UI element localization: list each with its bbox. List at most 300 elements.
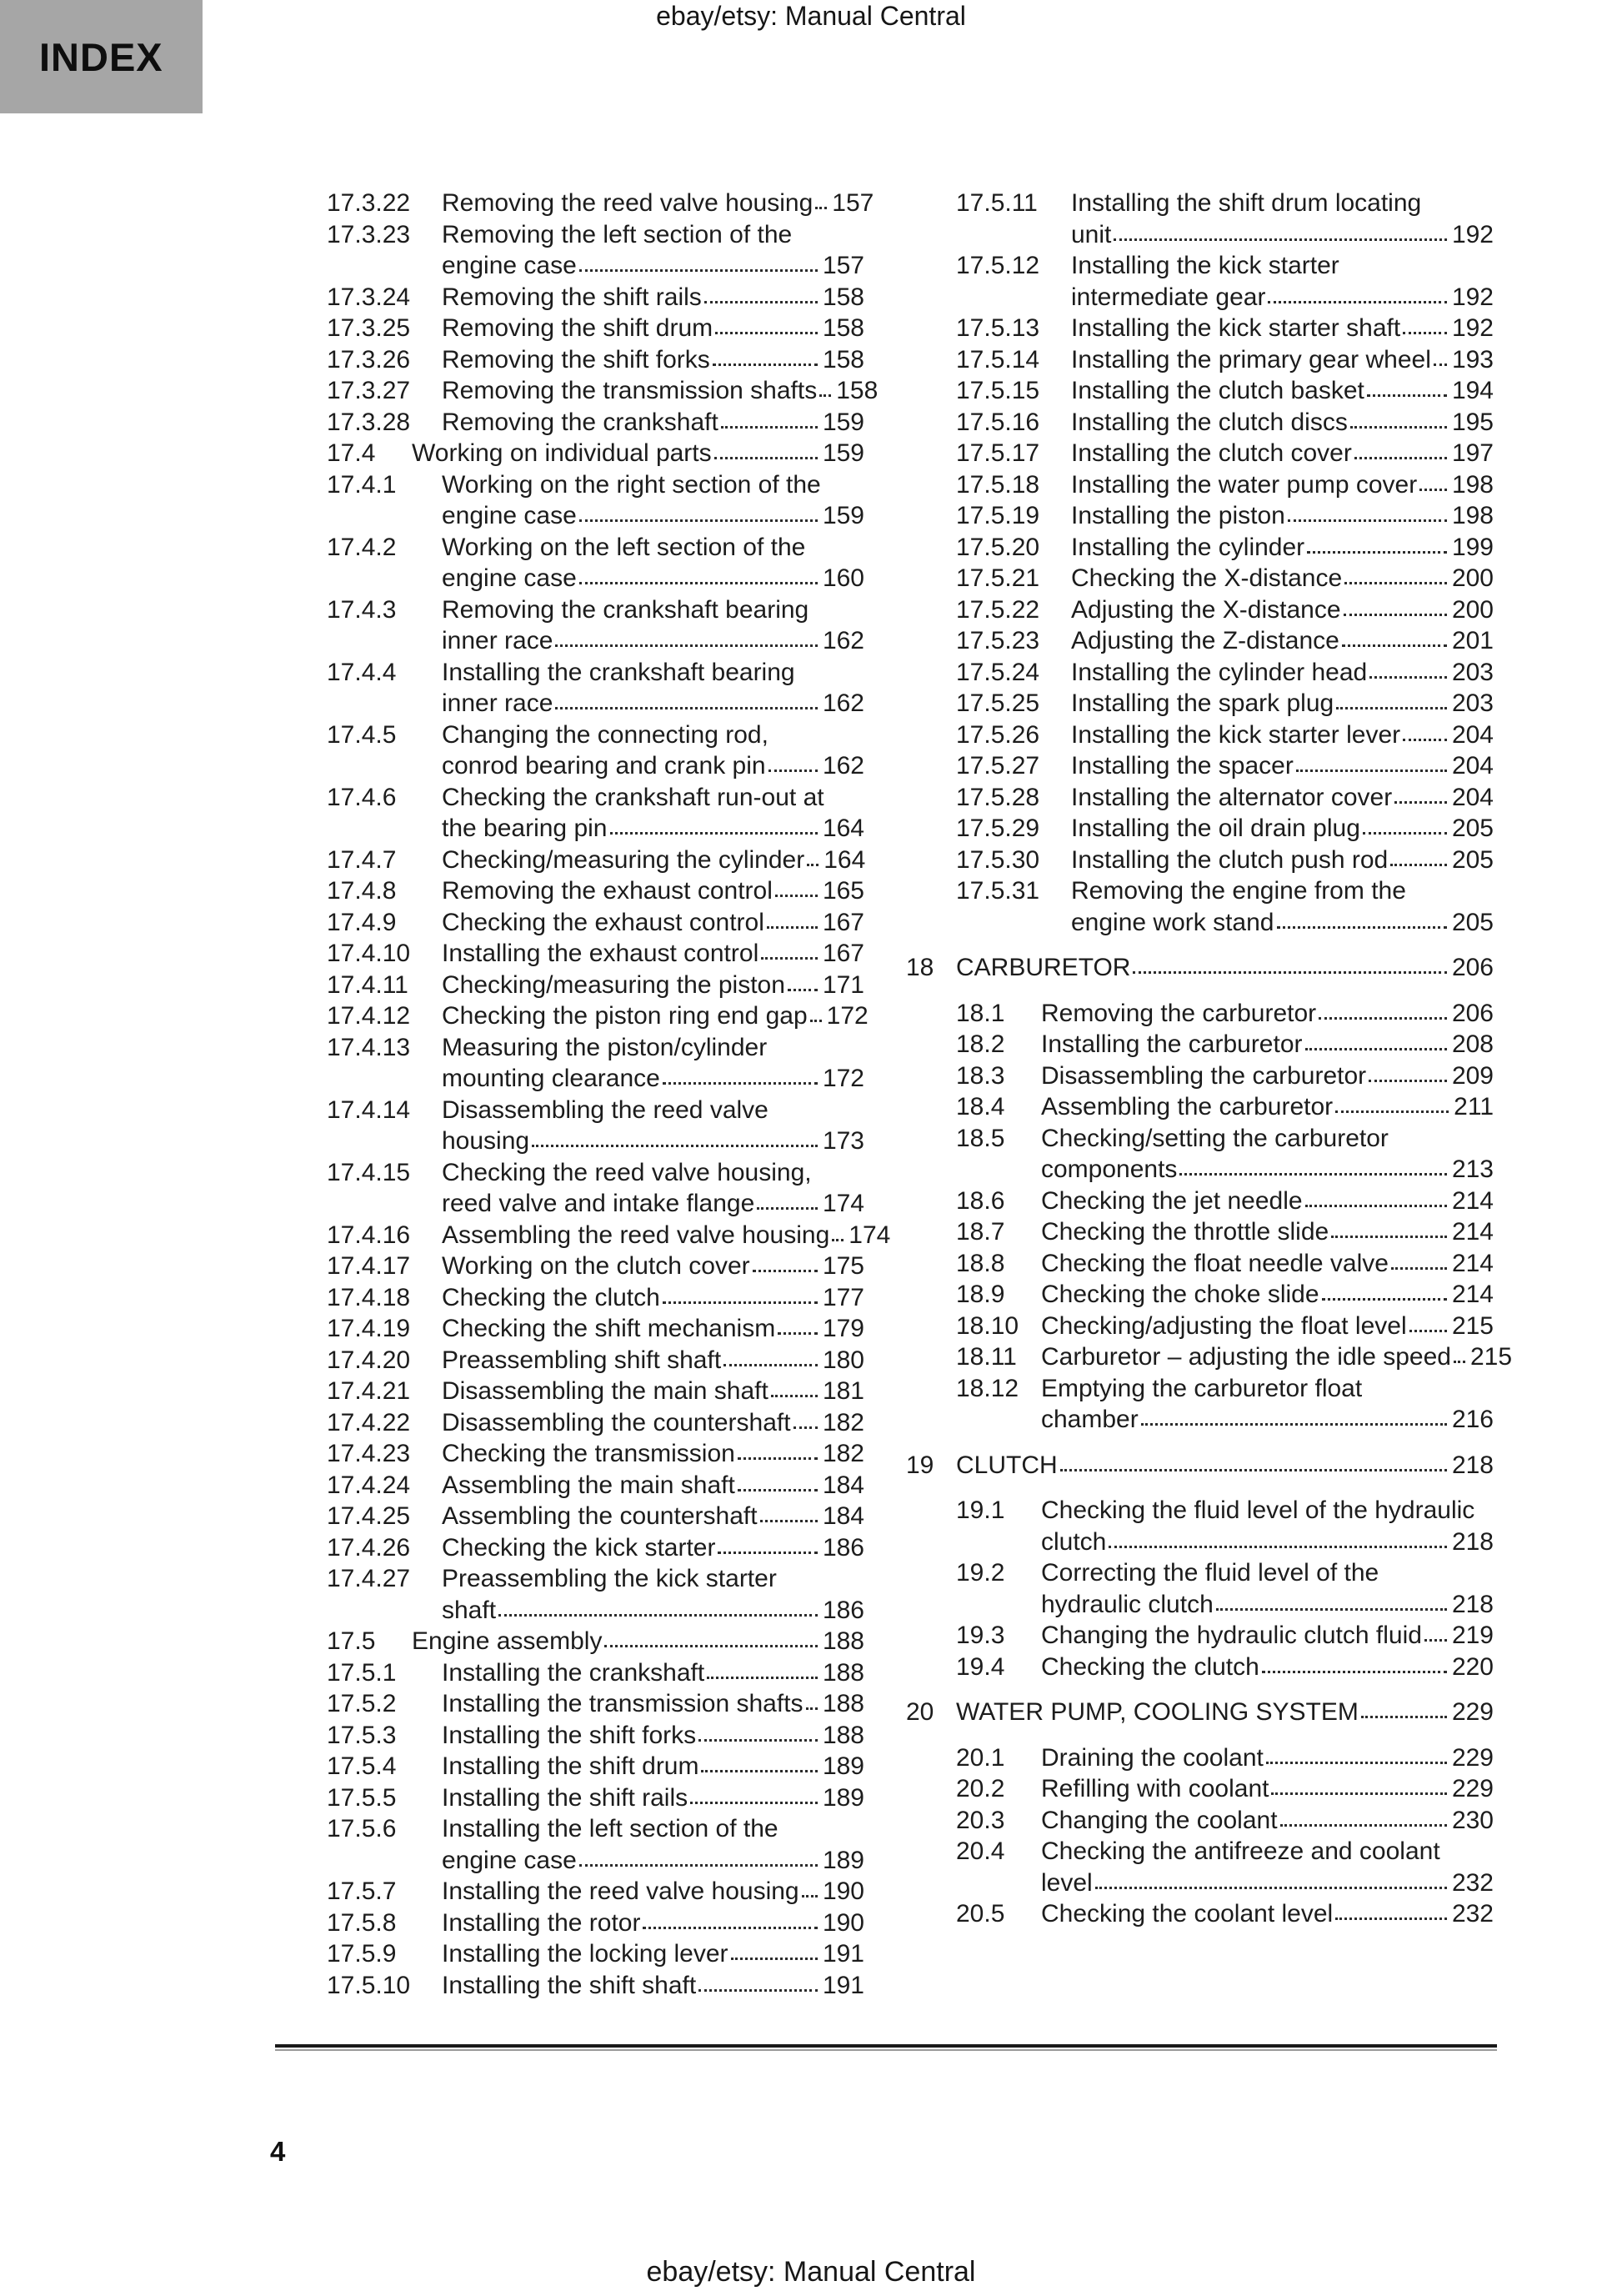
toc-entry-page: 160 [822,564,864,592]
toc-entry-last-line [442,1125,864,1157]
toc-entry [956,845,1494,876]
toc-entry-last-line [1071,563,1494,594]
dot-leader [1114,238,1447,241]
toc-entry-page: 182 [822,1408,864,1436]
toc-entry [956,1091,1494,1123]
toc-entry-last-line [442,1188,864,1220]
toc-entry-page: 214 [1451,1249,1494,1277]
toc-entry-title-line: Checking the fluid level of the hydraulic [1041,1496,1475,1524]
toc-entry-title-line: hydraulic clutch [1041,1590,1214,1618]
dot-leader [810,1020,822,1022]
toc-entry-number: 17.4.19 [327,1315,411,1342]
toc-entry-title-line: engine case [442,502,577,529]
toc-entry [327,1282,864,1314]
toc-entry-number: 17.5.10 [327,1971,411,1999]
toc-entry-title-line: Working on the left section of the [442,533,806,561]
toc-entry-body [1041,1091,1494,1123]
dot-leader [806,1707,818,1710]
toc-entry-title-line: Installing the shift drum [442,1752,699,1780]
dot-leader [663,1082,818,1085]
toc-entry [327,1470,864,1501]
toc-entry [956,813,1494,845]
dot-leader [1403,739,1447,741]
toc-entry-page: 209 [1451,1061,1494,1090]
toc-entry-page: 189 [822,1846,864,1874]
toc-entry-body [442,1970,864,2002]
toc-entry-last-line [1041,1029,1494,1060]
toc-entry-last-line [1071,782,1494,814]
toc-entry-number: 17.4.8 [327,877,397,905]
toc-entry-title-line: Removing the crankshaft bearing [442,595,809,624]
toc-entry-number: 17.5.23 [956,627,1040,654]
toc-entry-title-line: Installing the kick starter shaft [1071,314,1401,342]
toc-entry-last-line [442,1688,864,1720]
toc-entry-last-line [442,625,864,657]
toc-entry [956,1652,1494,1683]
toc-entry-last-line [956,952,1494,984]
toc-entry-body [442,594,864,657]
toc-entry-body [1071,657,1494,689]
toc-entry [327,1970,864,2002]
toc-entry-last-line [442,1345,864,1376]
toc-entry-last-line [1041,1652,1494,1683]
toc-entry-last-line [442,1720,864,1752]
dot-leader [738,1489,818,1491]
toc-entry-title-line: Installing the primary gear wheel [1071,345,1431,373]
toc-entry [327,1438,864,1470]
toc-entry-body [1071,250,1494,313]
toc-entry-title-line: the bearing pin [442,815,608,842]
toc-entry-body [412,1626,864,1657]
toc-entry-page: 162 [822,689,864,717]
toc-entry-page: 204 [1451,720,1494,749]
toc-entry-last-line [1071,594,1494,626]
dot-leader [698,1989,818,1992]
toc-entry-last-line [442,1970,864,2002]
dot-leader [1419,489,1447,491]
toc-entry-last-line [1041,1773,1494,1805]
toc-entry-body [1041,1341,1513,1373]
dot-leader [579,582,818,584]
toc-entry [327,188,874,219]
toc-entry-page: 191 [822,1940,864,1968]
toc-entry-body [1041,1373,1494,1436]
toc-entry-last-line [442,875,864,907]
dot-leader [1344,614,1447,616]
toc-entry-last-line [442,313,864,344]
toc-entry-body [1041,1311,1494,1342]
toc-entry-body [412,438,864,469]
toc-entry-last-line [1041,1589,1494,1621]
dot-leader [1350,426,1447,429]
toc-entry-number: 17.4.20 [327,1346,411,1374]
dot-leader [1060,1469,1447,1471]
dot-leader [1277,926,1447,929]
toc-entry-title-line: CLUTCH [956,1451,1058,1479]
dot-leader [1361,1716,1447,1718]
toc-entry-page: 158 [822,345,864,373]
toc-entry-page: 188 [822,1658,864,1687]
toc-entry [327,1000,869,1032]
toc-entry-last-line [442,1407,864,1439]
toc-entry-page: 182 [822,1440,864,1467]
toc-entry-body [442,1157,864,1220]
dot-leader [1336,707,1447,709]
toc-entry-title-line: Checking the clutch [442,1283,660,1311]
toc-entry-title-line: Changing the connecting rod, [442,720,768,749]
toc-entry-last-line [442,1782,864,1814]
toc-entry-title-line: Installing the reed valve housing [442,1877,799,1905]
toc-entry-page: 216 [1451,1406,1494,1433]
toc-entry [327,1220,891,1251]
toc-entry-page: 214 [1451,1218,1494,1246]
toc-entry-body [1071,375,1494,407]
toc-entry-page: 157 [832,189,874,217]
toc-entry [956,625,1494,657]
toc-entry-body [442,845,864,876]
toc-entry-last-line [442,1000,869,1032]
toc-entry [956,1311,1494,1342]
toc-entry-title-line: Checking the coolant level [1041,1900,1334,1928]
toc-entry-number: 17.5.2 [327,1690,397,1717]
toc-entry-last-line [412,438,864,469]
toc-entry-last-line [442,563,864,594]
toc-entry-title-line: Installing the alternator cover [1071,783,1393,811]
toc-entry-last-line [442,907,864,939]
toc-entry-page: 218 [1451,1590,1494,1618]
toc-entry [327,1251,864,1282]
toc-entry-page: 159 [822,502,864,529]
toc-entry-page: 175 [822,1252,864,1280]
toc-entry-body [442,407,864,439]
toc-entry-title-line: Correcting the fluid level of the [1041,1559,1379,1587]
toc-entry-number: 17.4.1 [327,470,397,499]
toc-entry [327,1720,864,1752]
toc-entry [327,1095,864,1157]
dot-leader [643,1927,817,1929]
toc-entry-title-line: Installing the transmission shafts [442,1690,803,1717]
toc-entry-body [1041,1898,1494,1930]
toc-entry-title-line: Working on individual parts [412,439,712,467]
toc-entry-title-line: Checking the crankshaft run-out at [442,783,824,811]
toc-entry-title-line: Checking/measuring the cylinder [442,845,805,874]
toc-entry-title-line: Installing the carburetor [1041,1030,1303,1058]
toc-entry-number: 17.4.17 [327,1252,411,1280]
toc-entry-page: 190 [822,1908,864,1937]
dot-leader [698,1739,818,1742]
toc-entry-body [956,952,1494,984]
toc-entry-last-line [442,1282,864,1314]
toc-entry-page: 200 [1451,595,1494,624]
toc-entry-page: 159 [822,439,864,467]
toc-entry-page: 205 [1451,845,1494,874]
toc-entry-title-line: engine case [442,564,577,592]
toc-entry [956,1898,1494,1930]
toc-entry-title-line: Removing the exhaust control [442,877,773,905]
toc-entry [327,1657,864,1689]
toc-entry [327,938,864,970]
dot-leader [701,1770,817,1772]
toc-entry-title-line: Checking/setting the carburetor [1041,1124,1389,1152]
toc-entry [327,719,864,782]
toc-entry-title-line: Disassembling the carburetor [1041,1061,1367,1090]
toc-entry-title-line: inner race [442,689,553,717]
toc-entry-body [1071,750,1494,782]
toc-entry-page: 190 [822,1877,864,1905]
toc-entry-title-line: Installing the left section of the [442,1815,778,1842]
toc-entry [327,469,864,532]
toc-entry-title-line: Checking the X-distance [1071,564,1343,592]
dot-leader [1271,1792,1446,1795]
toc-entry-title-line: Working on the right section of the [442,470,821,499]
toc-entry [327,1313,864,1345]
toc-entry-number: 18.3 [956,1061,1005,1090]
toc-entry-last-line [1041,1186,1494,1217]
toc-entry-title-line: Checking the exhaust control [442,908,764,936]
toc-entry-last-line [442,1938,864,1970]
toc-entry-number: 17.5.28 [956,783,1040,811]
toc-entry-title-line: Engine assembly [412,1627,603,1655]
toc-entry-number: 17.4.24 [327,1471,411,1499]
dot-leader [1262,1671,1447,1673]
toc-entry-title-line: Changing the hydraulic clutch fluid [1041,1622,1422,1649]
dot-leader [579,1864,818,1867]
toc-entry-number: 17.5.20 [956,533,1040,561]
toc-entry-page: 206 [1451,954,1494,981]
toc-entry-last-line [442,813,864,845]
toc-entry-number: 17.4.14 [327,1095,411,1124]
toc-entry-title-line: Removing the reed valve housing [442,189,814,217]
toc-entry-page: 204 [1451,783,1494,811]
toc-entry-page: 201 [1451,627,1494,654]
toc-entry-title-line: Checking the kick starter [442,1533,716,1562]
toc-entry-number: 18.1 [956,999,1005,1027]
toc-entry-page: 164 [822,815,864,842]
toc-entry-title-line: Installing the spark plug [1071,689,1334,717]
toc-entry-number: 17.4.21 [327,1377,411,1405]
toc-entry-number: 17.5.11 [956,189,1038,217]
toc-entry-last-line [1041,1154,1494,1186]
dot-leader [1216,1608,1447,1611]
toc-entry-body [1041,1216,1494,1248]
toc-entry-number: 17.3.22 [327,189,411,217]
toc-entry [956,1186,1494,1217]
toc-entry-page: 162 [822,752,864,780]
dot-leader [718,1552,817,1554]
toc-entry [956,1557,1494,1620]
table-of-contents [327,188,1513,2001]
toc-entry-page: 186 [822,1533,864,1562]
toc-entry-title-line: Checking/adjusting the float level [1041,1311,1407,1340]
toc-entry-number: 20.5 [956,1900,1005,1928]
toc-entry-number: 17.4.3 [327,595,397,624]
toc-entry-number: 17.4.25 [327,1502,411,1530]
toc-entry-body [442,782,864,845]
toc-entry [956,563,1494,594]
toc-entry [956,1123,1494,1186]
toc-entry-last-line [442,375,879,407]
toc-entry-title-line: Disassembling the countershaft [442,1408,791,1436]
toc-entry-last-line [1041,1279,1494,1311]
toc-entry-last-line [1071,813,1494,845]
toc-entry-last-line [1071,532,1494,564]
toc-entry-body [1071,344,1494,376]
toc-entry-body [442,1376,864,1407]
toc-entry-body [442,719,864,782]
toc-entry-body [1071,532,1494,564]
toc-entry [956,1495,1494,1557]
toc-entry-page: 167 [822,908,864,936]
dot-leader [715,332,818,334]
toc-entry [956,1216,1494,1248]
toc-entry-title-line: housing [442,1127,530,1155]
toc-entry-title-line: Installing the clutch discs [1071,408,1348,436]
toc-entry-number: 17.4.10 [327,940,411,967]
toc-entry-title-line: Removing the engine from the [1071,877,1406,905]
toc-entry-body [442,313,864,344]
toc-entry-last-line [442,1876,864,1907]
dot-leader [663,1301,818,1304]
dot-leader [1305,1048,1447,1050]
toc-entry [327,375,879,407]
toc-entry-page: 189 [822,1783,864,1812]
footer-rule [275,2044,1497,2051]
dot-leader [1424,1639,1447,1642]
toc-entry-body [442,1220,891,1251]
toc-entry-last-line [442,282,864,313]
dot-leader [713,363,818,366]
dot-leader [1390,864,1447,866]
toc-entry-number: 17.5.26 [956,720,1040,749]
dot-leader [1305,1205,1447,1207]
dot-leader [757,1207,818,1210]
toc-entry-number: 17.5.7 [327,1877,397,1905]
toc-entry-last-line [1041,1526,1494,1558]
toc-entry-body [442,1251,864,1282]
toc-entry-number: 17.5.13 [956,314,1040,342]
toc-entry [327,1532,864,1564]
toc-entry-last-line [412,1626,864,1657]
toc-entry-body [1071,407,1494,439]
dot-leader [1369,676,1447,679]
toc-entry-title-line: engine case [442,252,577,279]
dot-leader [1434,363,1447,366]
toc-entry-body [1041,1186,1494,1217]
toc-entry-page: 232 [1451,1900,1494,1928]
toc-entry [956,1060,1494,1092]
toc-entry-body [1071,469,1494,501]
toc-entry [327,1157,864,1220]
toc-entry [327,1626,864,1657]
toc-entry-body [1071,688,1494,719]
toc-entry-title-line: Installing the shift drum locating [1071,189,1422,217]
dot-leader [714,457,818,459]
index-label: INDEX [39,34,163,79]
toc-entry-body [1071,594,1494,626]
toc-entry-number: 17.4.9 [327,908,397,936]
toc-entry-number: 17.4.7 [327,845,397,874]
dot-leader [793,1426,818,1429]
dot-leader [1133,971,1446,974]
toc-entry-body [1071,625,1494,657]
toc-entry-last-line [1041,1060,1494,1092]
dot-leader [1369,1080,1447,1082]
dot-leader [768,770,818,772]
toc-entry-page: 229 [1451,1698,1494,1726]
dot-leader [832,1239,844,1241]
toc-entry-page: 174 [822,1190,864,1217]
toc-entry-last-line [1041,1341,1513,1373]
toc-entry-last-line [1041,1805,1494,1837]
toc-entry-last-line [956,1697,1494,1728]
toc-chapter-entry [906,1697,1494,1728]
toc-entry-number: 17.3.25 [327,314,411,342]
toc-entry-number: 17.5.29 [956,815,1040,842]
toc-entry-title-line: Working on the clutch cover [442,1252,750,1280]
toc-entry-title-line: Installing the cylinder [1071,533,1305,561]
toc-entry-body [442,1501,864,1532]
toc-entry-body [442,1532,864,1564]
toc-entry-number: 17.4.27 [327,1565,411,1592]
toc-entry-title-line: components [1041,1156,1178,1183]
dot-leader [555,707,818,709]
toc-entry-last-line [442,845,864,876]
toc-entry-last-line [1041,1311,1494,1342]
dot-leader [1454,1361,1465,1363]
toc-entry-number: 17.4.11 [327,970,408,999]
toc-entry-number: 17.5.27 [956,752,1040,780]
toc-entry-page: 203 [1451,658,1494,686]
toc-entry-body [442,1095,864,1157]
toc-entry [956,719,1494,751]
toc-entry [956,469,1494,501]
toc-entry-last-line [442,970,864,1001]
toc-entry-body [442,938,864,970]
toc-entry [327,1938,864,1970]
toc-entry-page: 172 [822,1065,864,1092]
toc-entry-page: 214 [1451,1186,1494,1215]
toc-entry [327,845,864,876]
toc-entry-number: 17.5.14 [956,345,1040,373]
toc-entry-page: 184 [822,1471,864,1499]
toc-entry-page: 211 [1454,1093,1494,1120]
toc-entry-title-line: Removing the shift forks [442,345,710,373]
toc-entry-last-line [1071,438,1494,469]
toc-entry-title-line: Installing the exhaust control [442,940,759,967]
toc-entry-title-line: CARBURETOR [956,954,1131,981]
dot-leader [753,1270,818,1272]
toc-entry-page: 230 [1451,1806,1494,1834]
toc-entry-body [1041,1805,1494,1837]
toc-entry-number: 17.3.23 [327,220,411,248]
toc-entry-page: 174 [849,1221,891,1249]
toc-entry [327,1376,864,1407]
toc-entry [327,1751,864,1782]
toc-entry-page: 162 [822,627,864,654]
toc-entry-page: 181 [822,1377,864,1405]
toc-entry [327,657,864,719]
toc-entry-title-line: intermediate gear [1071,283,1266,311]
toc-entry-body [1041,998,1494,1030]
toc-entry [956,875,1494,938]
toc-entry-page: 159 [822,408,864,436]
toc-entry-page: 229 [1451,1743,1494,1772]
toc-entry-page: 203 [1451,689,1494,717]
toc-entry-body [442,970,864,1001]
toc-entry-body [442,1688,864,1720]
dot-leader [723,1364,818,1366]
toc-entry-body [442,1720,864,1752]
